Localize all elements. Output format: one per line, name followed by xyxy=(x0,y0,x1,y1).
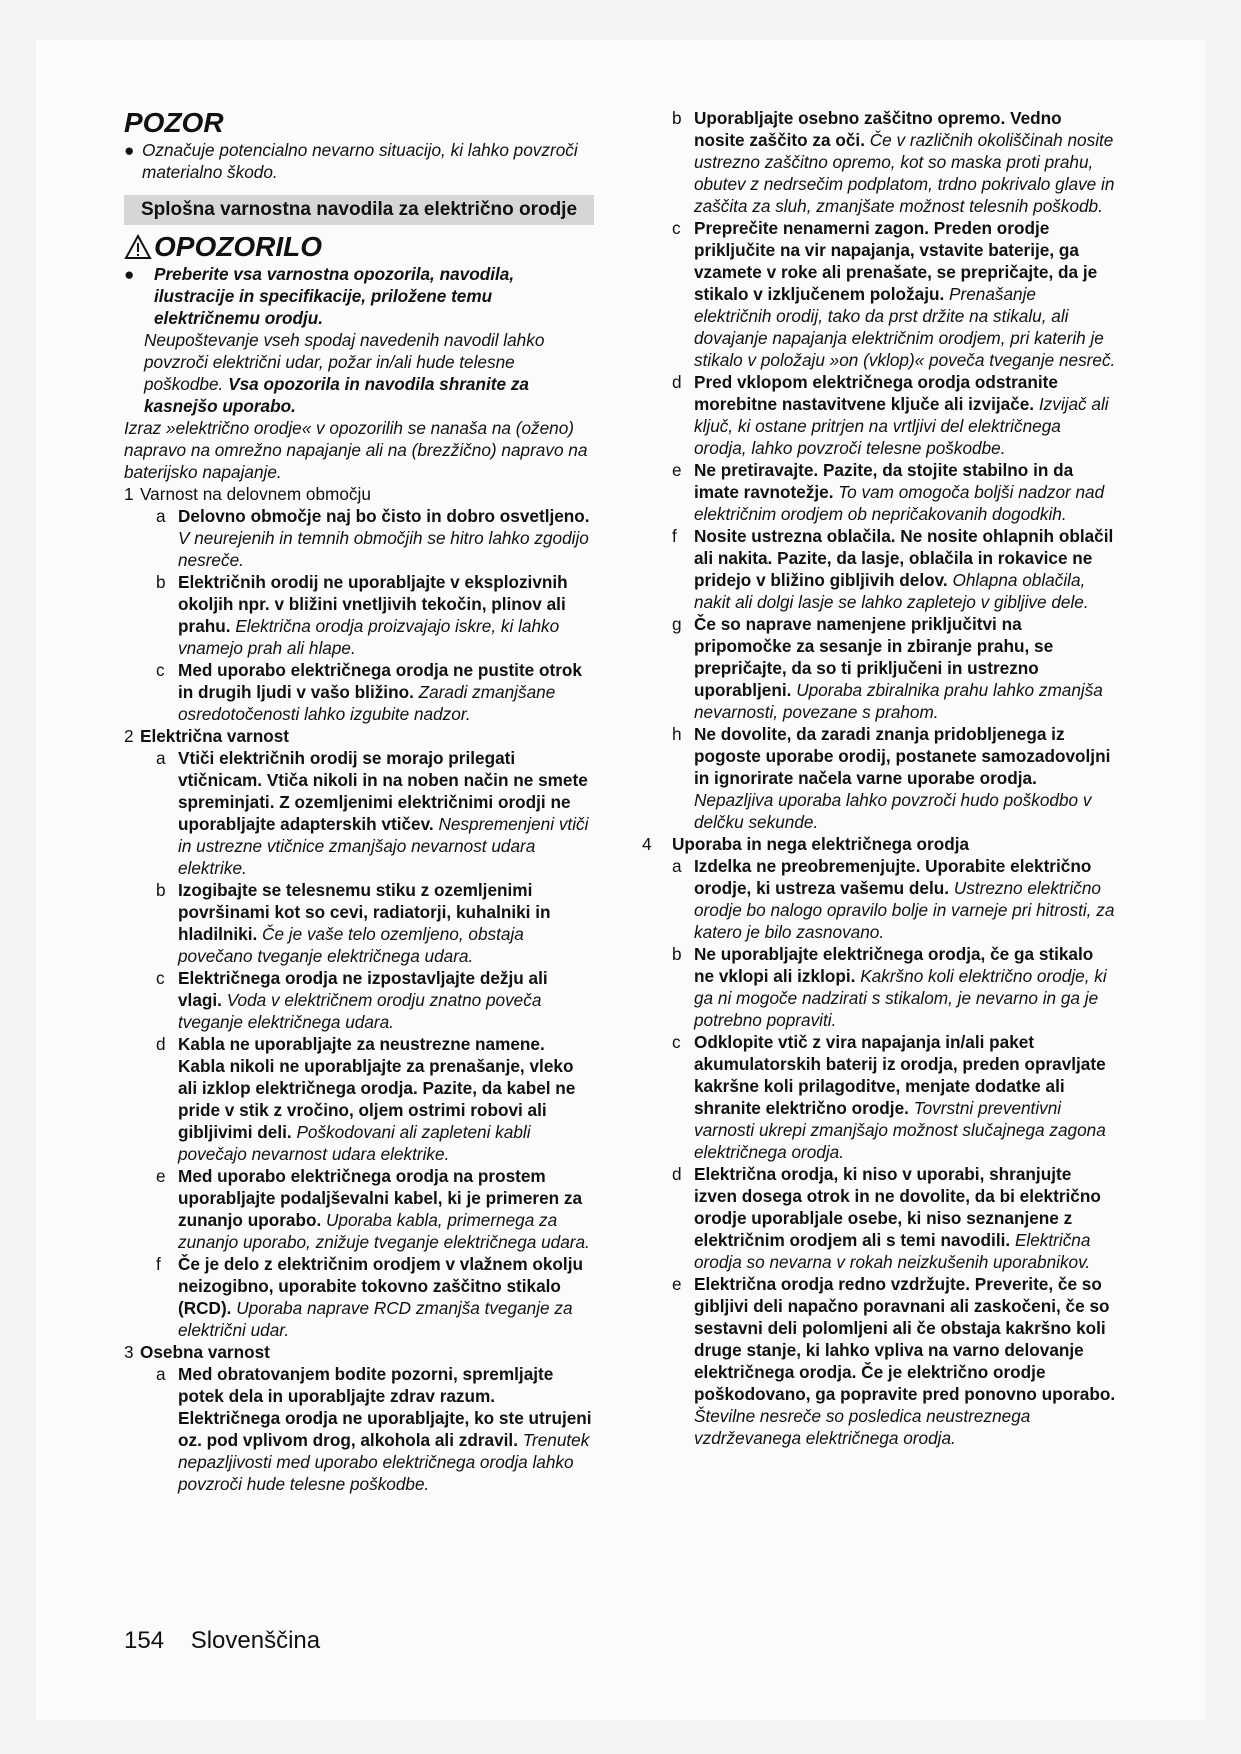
item-letter: c xyxy=(672,1032,681,1052)
bullet-dot: ● xyxy=(124,140,135,160)
item-italic-text: Električna orodja so nevarna v rokah neizkušenih uporabnikov. xyxy=(694,1230,1091,1272)
item-text xyxy=(178,1165,594,1253)
item-bold-text: Med obratovanjem bodite pozorni, spremljajte potek dela in uporabljajte zdrav razum. Električnega orodja ne uporabljajte, ko ste utrujeni oz. pod vplivom drog, alkohola ali zdravil. xyxy=(178,1364,592,1450)
item-italic-text: Če v različnih okoliščinah nosite ustrezno zaščitno opremo, kot so maska proti prahu, obutev z nedrsečim podplatom, trdno pokrivalo glave in zaščita za sluh, zmanjšate možnost telesnih poškodb. xyxy=(694,130,1115,216)
list-item xyxy=(124,1033,594,1165)
item-italic-text: Ustrezno električno orodje bo nalogo opravilo bolje in varneje pri hitrosti, za katero je bilo zasnovano. xyxy=(694,878,1115,942)
opozorilo-para-italic: Neupoštevanje vseh spodaj navedenih navodil lahko povzroči električni udar, požar in/ali hude telesne poškodbe. xyxy=(144,330,545,394)
page-footer xyxy=(124,1627,320,1655)
item-bold-text: Nosite ustrezna oblačila. Ne nosite ohlapnih oblačil ali nakita. Pazite, da lasje, oblačila in rokavice ne pridejo v bližino gibljivih delov. xyxy=(694,526,1114,590)
item-italic-text: Izvijač ali ključ, ki ostane pritrjen na vrtljivi del električnega orodja, lahko povzroči telesne poškodbe. xyxy=(694,394,1109,458)
left-column xyxy=(124,68,594,1495)
opozorilo-heading xyxy=(124,231,594,263)
list-item xyxy=(124,1363,594,1495)
list-item xyxy=(672,525,1116,613)
item-bold-text: Kabla ne uporabljajte za neustrezne namene. Kabla nikoli ne uporabljajte za prenašanje, vleko ali izklop električnega orodja. Pazite, da kabel ne pride v stik z vročino, oljem ostrimi robovi ali gibljivimi deli. xyxy=(178,1034,576,1142)
item-text xyxy=(694,1031,1116,1163)
item-italic-text: V neurejenih in temnih območjih se hitro lahko zgodijo nesreče. xyxy=(178,528,589,570)
list-item xyxy=(672,217,1116,371)
section-title: Uporaba in nega električnega orodja xyxy=(672,834,970,854)
section-2 xyxy=(124,725,594,1341)
list-item xyxy=(124,659,594,725)
item-bold-text: Ne pretiravajte. Pazite, da stojite stabilno in da imate ravnotežje. xyxy=(694,460,1074,502)
item-bold-text: Vtiči električnih orodij se morajo prilegati vtičnicam. Vtiča nikoli in na noben način ne smete spreminjati. Z ozemljenimi električnimi orodji ne uporabljajte adapterskih vtičev. xyxy=(178,748,588,834)
list-item xyxy=(672,723,1116,833)
item-text xyxy=(178,659,594,725)
opozorilo-bullet xyxy=(124,263,594,329)
bullet-dot: ● xyxy=(124,264,135,284)
item-italic-text: Številne nesreče so posledica neustreznega vzdrževanega električnega orodja. xyxy=(694,1406,1031,1448)
item-text xyxy=(178,1253,594,1341)
item-italic-text: Kakršno koli električno orodje, ki ga ni mogoče nadzirati s stikalom, je nevarno in ga je potrebno popraviti. xyxy=(694,966,1107,1030)
item-letter: b xyxy=(156,572,166,592)
list-item xyxy=(124,967,594,1033)
item-bold-text: Med uporabo električnega orodja ne pustite otrok in drugih ljudi v vašo bližino. xyxy=(178,660,582,702)
item-letter: e xyxy=(156,1166,166,1186)
item-letter: b xyxy=(672,108,682,128)
item-text xyxy=(694,613,1116,723)
left-sections xyxy=(124,483,594,1495)
section-number: 3 xyxy=(124,1342,134,1362)
list-item xyxy=(672,1031,1116,1163)
item-letter: c xyxy=(156,660,165,680)
izraz-paragraph: Izraz »električno orodje« v opozorilih se nanaša na (oženo) napravo na omrežno napajanje ali na (brezžično) napravo na baterijsko napajanje. xyxy=(124,418,588,482)
warning-triangle-icon xyxy=(124,234,152,260)
item-text xyxy=(178,967,594,1033)
item-bold-text: Med uporabo električnega orodja na prostem uporabljajte podaljševalni kabel, ki je primeren za zunanjo uporabo. xyxy=(178,1166,583,1230)
item-bold-text: Uporabljajte osebno zaščitno opremo. Vedno nosite zaščito za oči. xyxy=(694,108,1062,150)
item-letter: d xyxy=(672,1164,682,1184)
item-text xyxy=(178,879,594,967)
pozor-bullet xyxy=(124,139,594,183)
item-text xyxy=(694,217,1116,371)
item-letter: h xyxy=(672,724,682,744)
item-italic-text: Nepazljiva uporaba lahko povzroči hudo poškodbo v delčku sekunde. xyxy=(694,790,1092,832)
item-bold-text: Če je delo z električnim orodjem v vlažnem okolju neizogibno, uporabite tokovno zaščitno stikalo (RCD). xyxy=(178,1254,583,1318)
list-item xyxy=(672,1163,1116,1273)
list-item xyxy=(672,459,1116,525)
section-heading xyxy=(124,1341,594,1363)
opozorilo-para-bold: Vsa opozorila in navodila shranite za kasnejšo uporabo. xyxy=(144,374,529,416)
list-item xyxy=(672,1273,1116,1449)
item-text xyxy=(178,1033,594,1165)
section-title: Osebna varnost xyxy=(140,1342,270,1362)
item-bold-text: Ne uporabljajte električnega orodja, če ga stikalo ne vklopi ali izklopi. xyxy=(694,944,1094,986)
item-text xyxy=(694,723,1116,833)
item-letter: d xyxy=(156,1034,166,1054)
item-italic-text: To vam omogoča boljši nadzor nad električnim orodjem ob nepričakovanih dogodkih. xyxy=(694,482,1105,524)
item-text xyxy=(694,371,1116,459)
list-item xyxy=(124,571,594,659)
section-number: 4 xyxy=(642,834,652,854)
section-4-items xyxy=(672,855,1116,1449)
item-bold-text: Preprečite nenamerni zagon. Preden orodje priključite na vir napajanja, vstavite baterije, ga vzamete v roke ali prenašate, se prepričajte, da je stikalo v izključenem položaju. xyxy=(694,218,1098,304)
opozorilo-paragraph xyxy=(124,329,594,417)
item-italic-text: Zaradi zmanjšane osredotočenosti lahko izgubite nadzor. xyxy=(178,682,556,724)
item-letter: a xyxy=(156,748,166,768)
item-italic-text: Električna orodja proizvajajo iskre, ki lahko vnamejo prah ali hlape. xyxy=(178,616,560,658)
list-item xyxy=(124,879,594,967)
item-italic-text: Ohlapna oblačila, nakit ali dolgi lasje se lahko zapletejo v gibljive dele. xyxy=(694,570,1089,612)
opozorilo-bullet-text: Preberite vsa varnostna opozorila, navodila, ilustracije in specifikacije, priložene temu električnemu orodju. xyxy=(154,264,515,328)
item-text xyxy=(178,505,594,571)
item-letter: e xyxy=(672,1274,682,1294)
item-letter: a xyxy=(672,856,682,876)
item-bold-text: Odklopite vtič z vira napajanja in/ali paket akumulatorskih baterij iz orodja, preden opravljate kakršne koli prilagoditve, menjate dodatke ali shranite električno orodje. xyxy=(694,1032,1106,1118)
item-italic-text: Trenutek nepazljivosti med uporabo električnega orodja lahko povzroči hude telesne poškodbe. xyxy=(178,1430,590,1494)
section-banner: Splošna varnostna navodila za električno orodje xyxy=(124,195,594,225)
item-letter: a xyxy=(156,1364,166,1384)
item-text xyxy=(694,459,1116,525)
item-letter: a xyxy=(156,506,166,526)
right-column xyxy=(642,107,1116,1449)
section-title: Varnost na delovnem območju xyxy=(140,484,371,504)
item-italic-text: Voda v električnem orodju znatno poveča tveganje električnega udara. xyxy=(178,990,542,1032)
section-3 xyxy=(124,1341,594,1495)
list-item xyxy=(672,107,1116,217)
list-item xyxy=(124,747,594,879)
item-letter: f xyxy=(672,526,677,546)
item-bold-text: Delovno območje naj bo čisto in dobro osvetljeno. xyxy=(178,506,590,526)
list-item xyxy=(124,505,594,571)
item-bold-text: Ne dovolite, da zaradi znanja pridobljenega iz pogoste uporabe orodij, postanete samozadovoljni in ignorirate načela varne uporabe orodja. xyxy=(694,724,1111,788)
item-letter: c xyxy=(156,968,165,988)
item-text xyxy=(694,943,1116,1031)
footer-language: Slovenščina xyxy=(190,1627,321,1654)
item-text xyxy=(178,1363,594,1495)
list-item xyxy=(124,1253,594,1341)
section-number: 1 xyxy=(124,484,134,504)
item-bold-text: Izogibajte se telesnemu stiku z ozemljenimi površinami kot so cevi, radiatorji, kuhalniki in hladilniki. xyxy=(178,880,551,944)
item-bold-text: Če so naprave namenjene priključitvi na pripomočke za sesanje in zbiranje prahu, se prepričajte, da so ti priključeni in ustrezno uporabljeni. xyxy=(694,614,1054,700)
item-text xyxy=(694,107,1116,217)
item-letter: b xyxy=(672,944,682,964)
list-item xyxy=(672,943,1116,1031)
section-heading xyxy=(124,725,594,747)
item-letter: c xyxy=(672,218,681,238)
opozorilo-title: OPOZORILO xyxy=(154,231,322,262)
item-bold-text: Električna orodja redno vzdržujte. Preverite, če so gibljivi deli napačno poravnani ali zaskočeni, če so sestavni deli polomljeni ali če obstaja kakršno koli druge stanje, ki lahko vpliva na varno delovanje električnega orodja. Če je električno orodje poškodovano, ga popravite pred ponovno uporabo. xyxy=(694,1274,1116,1404)
section-title: Električna varnost xyxy=(140,726,290,746)
item-italic-text: Uporaba naprave RCD zmanjša tveganje za električni udar. xyxy=(178,1298,573,1340)
list-item xyxy=(672,371,1116,459)
list-item xyxy=(672,855,1116,943)
item-text xyxy=(178,571,594,659)
list-item xyxy=(672,613,1116,723)
item-letter: d xyxy=(672,372,682,392)
item-bold-text: Električnega orodja ne izpostavljajte dežju ali vlagi. xyxy=(178,968,548,1010)
item-text xyxy=(694,855,1116,943)
item-letter: b xyxy=(156,880,166,900)
item-italic-text: Nespremenjeni vtiči in ustrezne vtičnice zmanjšajo nevarnost udara elektrike. xyxy=(178,814,589,878)
item-bold-text: Izdelka ne preobremenjujte. Uporabite električno orodje, ki ustreza vašemu delu. xyxy=(694,856,1092,898)
item-italic-text: Poškodovani ali zapleteni kabli povečajo nevarnost udara elektrike. xyxy=(178,1122,531,1164)
pozor-bullet-text: Označuje potencialno nevarno situacijo, ki lahko povzroči materialno škodo. xyxy=(142,140,578,182)
item-bold-text: Pred vklopom električnega orodja odstranite morebitne nastavitvene ključe ali izvijače. xyxy=(694,372,1058,414)
right-section3-items xyxy=(672,107,1116,833)
page-number: 154 xyxy=(124,1627,165,1654)
list-item xyxy=(124,1165,594,1253)
section-4-heading xyxy=(642,833,1116,855)
section-1 xyxy=(124,483,594,725)
item-text xyxy=(178,747,594,879)
item-letter: e xyxy=(672,460,682,480)
item-bold-text: Električnih orodij ne uporabljajte v eksplozivnih okoljih npr. v bližini vnetljivih tekočin, plinov ali prahu. xyxy=(178,572,568,636)
item-italic-text: Če je vaše telo ozemljeno, obstaja povečano tveganje električnega udara. xyxy=(178,924,524,966)
item-letter: f xyxy=(156,1254,161,1274)
item-text xyxy=(694,1163,1116,1273)
item-text xyxy=(694,525,1116,613)
item-bold-text: Električna orodja, ki niso v uporabi, shranjujte izven dosega otrok in ne dovolite, da bi električno orodje uporabljale osebe, ki niso seznanjene z električnim orodjem ali s temi navodili. xyxy=(694,1164,1101,1250)
item-text xyxy=(694,1273,1116,1449)
section-heading xyxy=(124,483,594,505)
item-letter: g xyxy=(672,614,682,634)
section-number: 2 xyxy=(124,726,134,746)
item-italic-text: Prenašanje električnih orodij, tako da prst držite na stikalu, ali dovajanje napajanja električnim orodjem, pri katerih je stikalo v položaju »on (vklop)« poveča tveganje nesreč. xyxy=(694,284,1116,370)
item-italic-text: Uporaba kabla, primernega za zunanjo uporabo, znižuje tveganje električnega udara. xyxy=(178,1210,590,1252)
item-italic-text: Tovrstni preventivni varnosti ukrepi zmanjšajo možnost slučajnega zagona električnega orodja. xyxy=(694,1098,1106,1162)
pozor-heading: POZOR xyxy=(124,107,224,138)
item-italic-text: Uporaba zbiralnika prahu lahko zmanjša nevarnosti, povezane s prahom. xyxy=(694,680,1103,722)
